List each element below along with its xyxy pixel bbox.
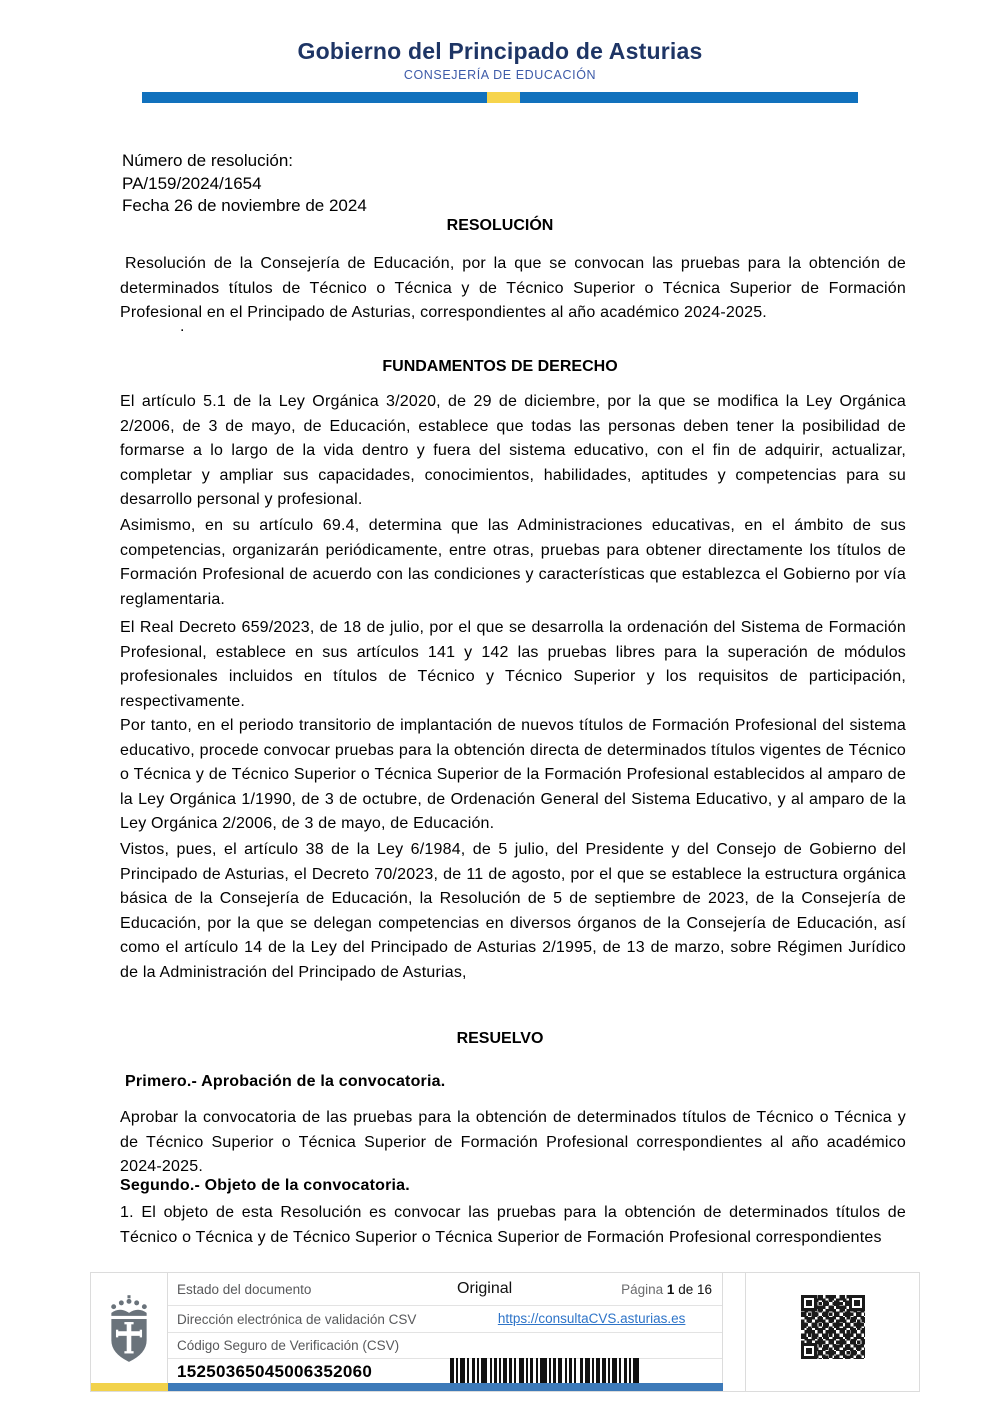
document-title: RESOLUCIÓN <box>446 217 554 234</box>
estado-label: Estado del documento <box>177 1281 312 1297</box>
intro-paragraph: Resolución de la Consejería de Educación, por la que se convocan las pruebas para la obtención de determinados títulos de Técnico o Técnica y de Técnico Superior o Técnica Superior de Formación Profesional en el Principado de Asturias, correspondientes al año académico 2024-2025. <box>120 255 906 321</box>
resolution-number-label: Número de resolución: <box>122 151 294 170</box>
fundamentos-paragraph-5: Vistos, pues, el artículo 38 de la Ley 6/1984, de 5 julio, del Presidente y del Consejo de Gobierno del Principado de Asturias, el Decreto 70/2023, de 11 de agosto, por el que se establece la estructura orgánica básica de la Consejería de Educación, la Resolución de 5 de septiembre de 2023, de la Consejería de Educación, por la que se delegan competencias en diversos órganos de la Consejería de Educación, así como el artículo 14 de la Ley del Principado de Asturias 2/1995, de 13 de marzo, sobre Régimen Jurídico de la Administración del Principado de Asturias, <box>120 841 906 981</box>
qr-finder-bottom-left <box>801 1343 817 1359</box>
page-suffix: de 16 <box>678 1281 712 1297</box>
fundamentos-paragraph-3: El Real Decreto 659/2023, de 18 de julio, por el que se desarrolla la ordenación del Sistema de Formación Profesional, establece en sus artículos 141 y 142 las pruebas libres para la superación de módulos profesionales incluidos en títulos de Técnico y Técnico Superior y los requisitos de participación, respectivamente. <box>120 619 906 710</box>
stray-period: . <box>180 318 185 335</box>
csv-url-row <box>168 1306 722 1333</box>
csv-code-label-row <box>168 1333 722 1359</box>
qr-code-icon <box>801 1295 865 1359</box>
resolution-number: PA/159/2024/1654 <box>122 173 262 193</box>
csv-url-link[interactable]: https://consultaCVS.asturias.es <box>497 1311 686 1326</box>
estado-value: Original <box>457 1280 513 1297</box>
page-current: 1 <box>666 1281 675 1297</box>
csv-code-value: 15250365045006352060 <box>177 1362 373 1381</box>
fundamentos-paragraph-4: Por tanto, en el periodo transitorio de implantación de nuevos títulos de Formación Profesional del sistema educativo, procede convocar pruebas para la obtención directa de determinados títulos vigentes de Técnico o Técnica y de Técnico Superior o Técnica Superior de la Formación Profesional establecidos al amparo de la Ley Orgánica 1/1990, de 3 de octubre, de Ordenación General del Sistema Educativo, y al amparo de la Ley Orgánica 2/2006, de 3 de mayo, de Educación. <box>120 717 906 832</box>
footer-bar-yellow <box>91 1383 168 1391</box>
government-title: Gobierno del Principado de Asturias <box>297 38 703 64</box>
fundamentos-paragraph-1: El artículo 5.1 de la Ley Orgánica 3/2020, de 29 de diciembre, por la que se modifica la Ley Orgánica 2/2006, de 3 de mayo, de Educación, establece que todas las personas deben tener la posibilidad de formarse a lo largo de la vida dentro y fuera del sistema educativo, con el fin de adquirir, actualizar, completar y ampliar sus capacidades, conocimientos, habilidades, aptitudes y competencias para su desarrollo personal y profesional. <box>120 393 906 508</box>
estado-row <box>168 1273 722 1306</box>
verification-table <box>168 1273 723 1391</box>
footer-bar-blue <box>168 1383 723 1391</box>
csv-code-row <box>168 1359 722 1385</box>
subsection-segundo-heading: Segundo.- Objeto de la convocatoria. <box>120 1177 410 1194</box>
csv-code-label: Código Seguro de Verificación (CSV) <box>177 1338 400 1353</box>
department-subtitle: CONSEJERÍA DE EDUCACIÓN <box>403 68 597 82</box>
bar-blue-left <box>142 92 487 103</box>
qr-cell <box>746 1273 919 1391</box>
section-heading-fundamentos: FUNDAMENTOS DE DERECHO <box>382 358 618 375</box>
header-divider-bar <box>142 92 858 103</box>
page-indicator <box>552 1282 713 1297</box>
footer-spacer-cell <box>723 1273 746 1391</box>
asturias-shield-icon <box>91 1273 168 1391</box>
csv-url-label: Dirección electrónica de validación CSV <box>177 1311 417 1327</box>
bar-blue-right <box>520 92 858 103</box>
section-heading-resuelvo: RESUELVO <box>456 1030 544 1047</box>
fundamentos-paragraph-2: Asimismo, en su artículo 69.4, determina que las Administraciones educativas, en el ámbito de sus competencias, organizarán periódicamente, entre otras, pruebas para obtener directamente los títulos de Formación Profesional de acuerdo con las condiciones y características que establezca el Gobierno por vía reglamentaria. <box>120 517 906 608</box>
page-label: Página <box>621 1281 664 1297</box>
page-header <box>0 38 1000 103</box>
resolution-date: Fecha 26 de noviembre de 2024 <box>122 196 367 215</box>
resolution-meta <box>122 150 367 218</box>
segundo-paragraph: 1. El objeto de esta Resolución es convocar las pruebas para la obtención de determinados títulos de Técnico o Técnica y de Técnico Superior o Técnica Superior de Formación Profesional correspondientes <box>120 1204 906 1246</box>
csv-url-link-wrap <box>471 1310 712 1328</box>
verification-footer <box>90 1272 920 1392</box>
footer-color-bar <box>91 1383 723 1391</box>
subsection-primero-heading: Primero.- Aprobación de la convocatoria. <box>125 1073 446 1090</box>
primero-paragraph: Aprobar la convocatoria de las pruebas para la obtención de determinados títulos de Técnico o Técnica y de Técnico Superior o Técnica Superior de Formación Profesional correspondientes al año académico 2024-2025. <box>120 1109 906 1175</box>
qr-finder-top-left <box>801 1295 817 1311</box>
bar-yellow-segment <box>487 92 520 103</box>
qr-finder-top-right <box>849 1295 865 1311</box>
